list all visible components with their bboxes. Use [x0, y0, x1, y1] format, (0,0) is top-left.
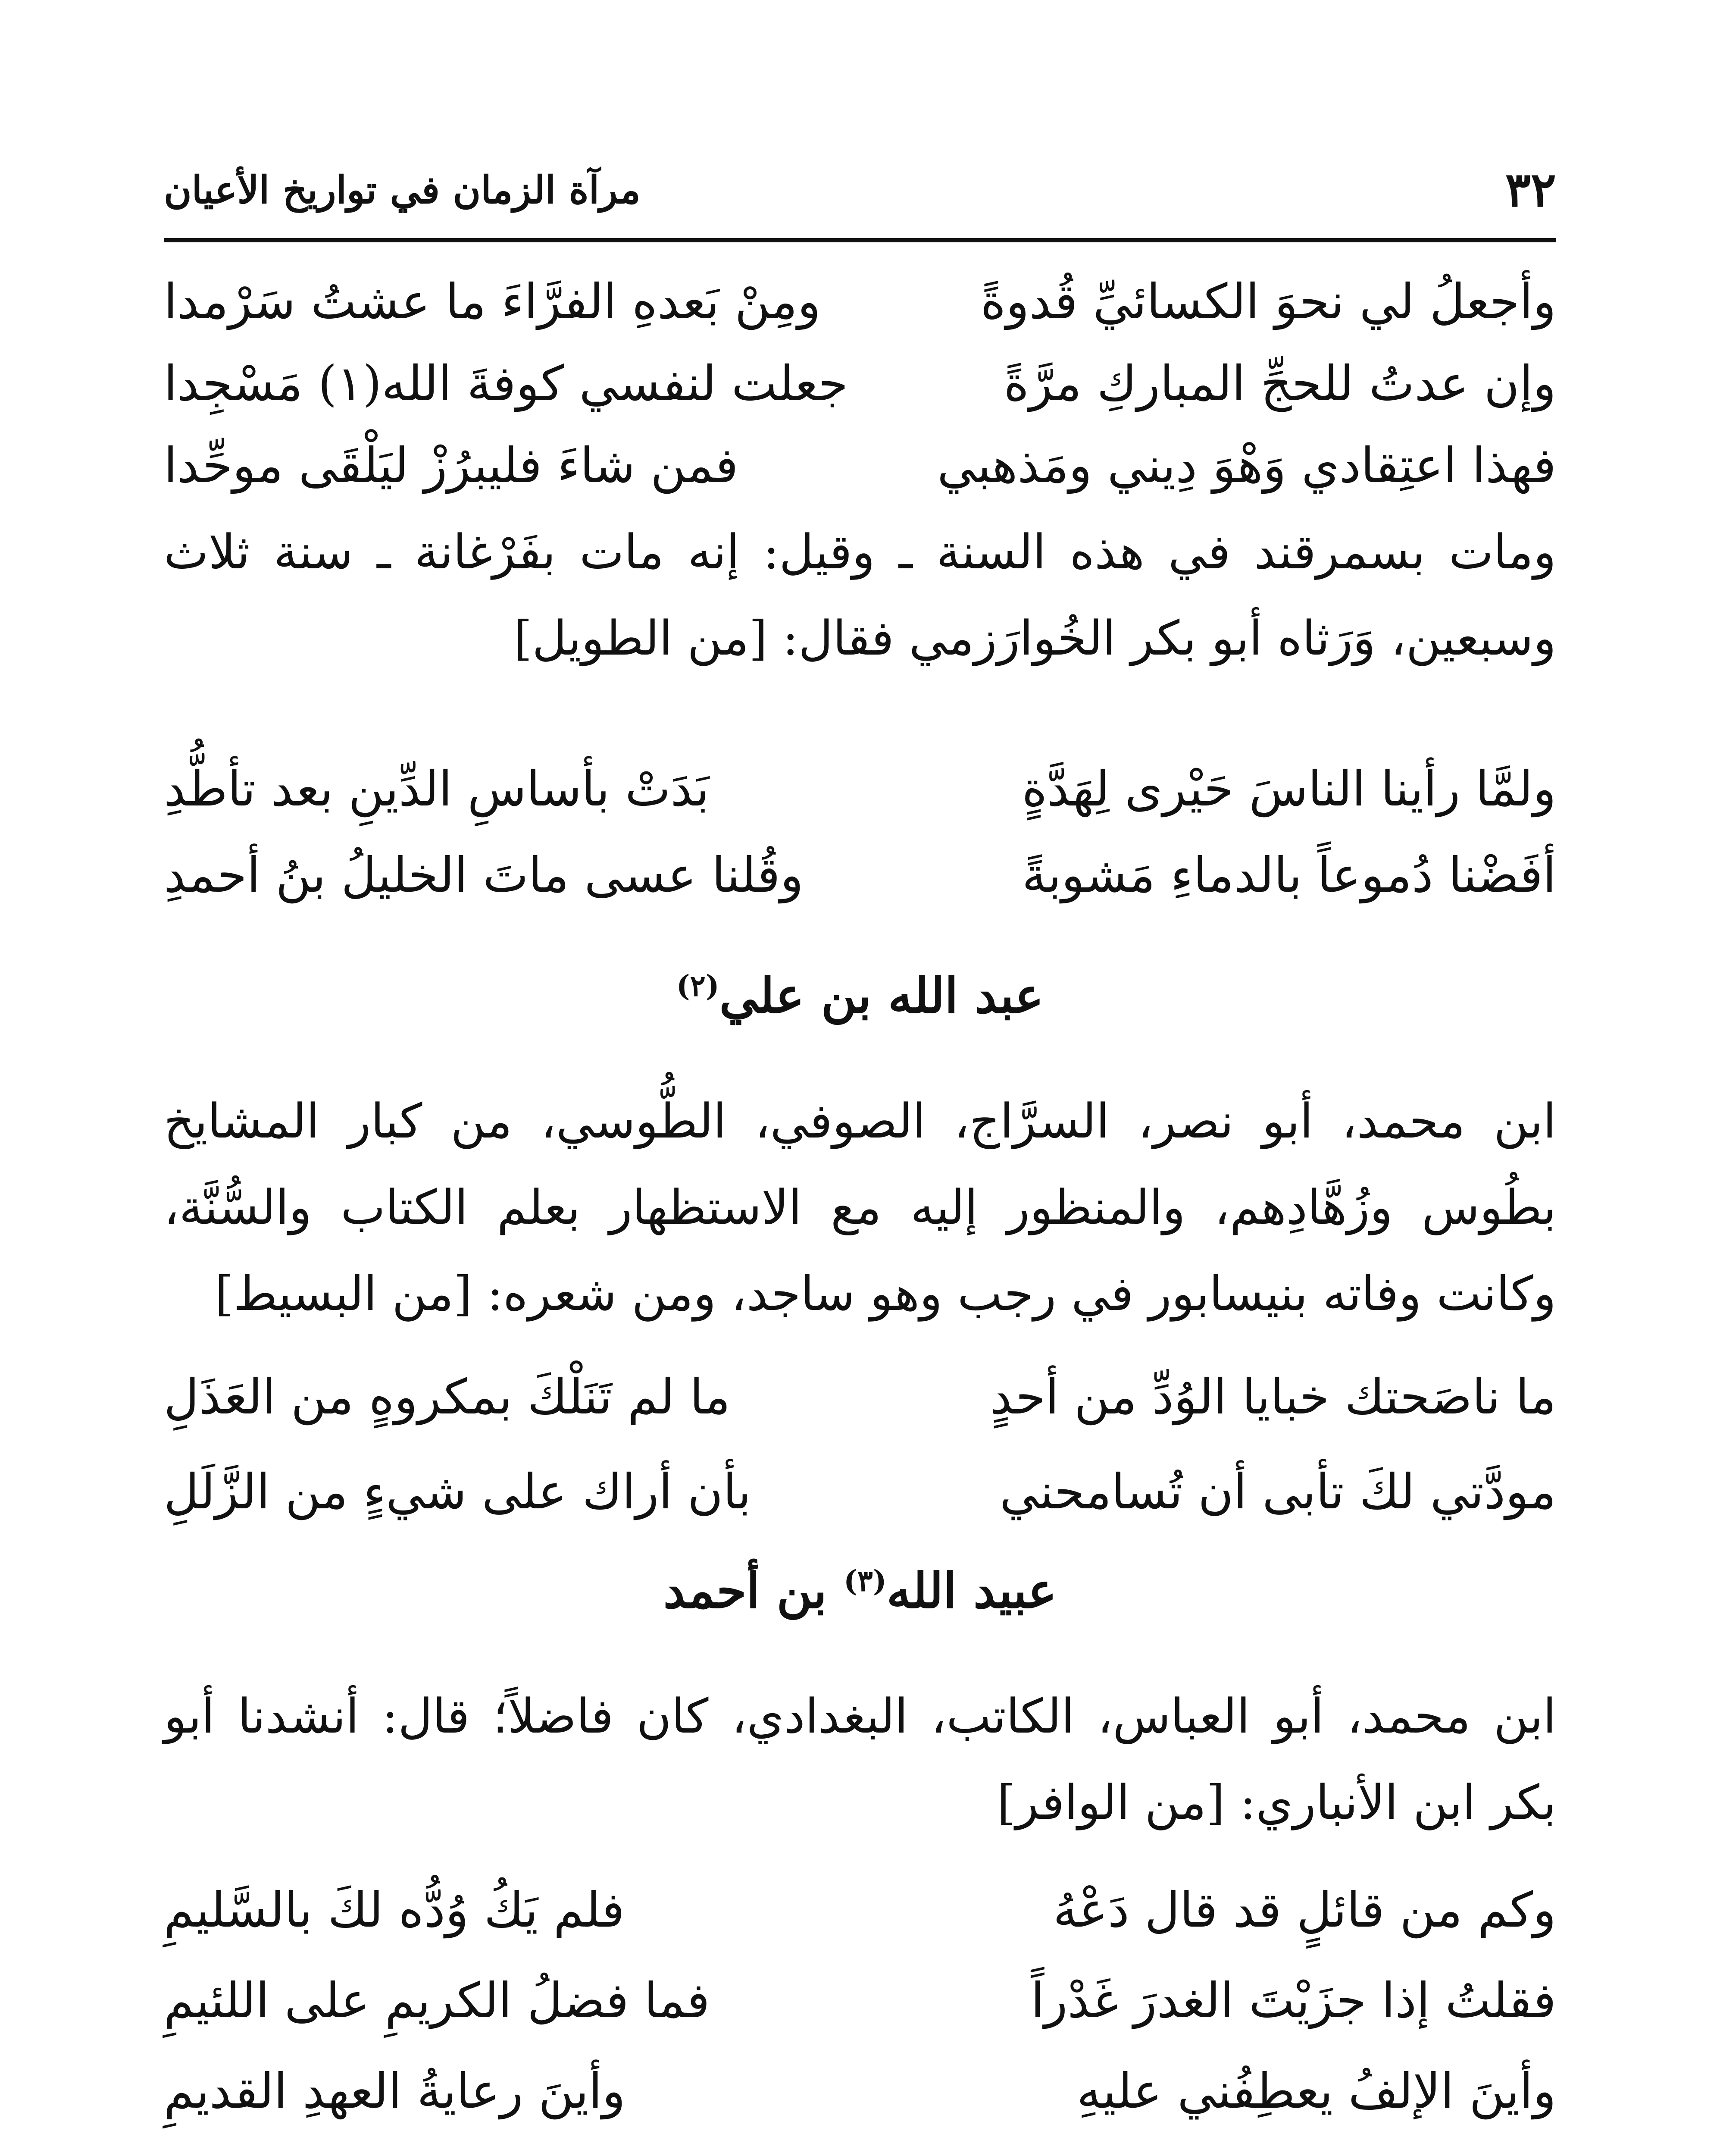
verse-line	[164, 1449, 1556, 1535]
verse-line	[164, 2048, 1556, 2134]
running-title: مرآة الزمان في تواريخ الأعيان	[164, 167, 641, 212]
entry-heading-text: بن أحمد	[663, 1563, 827, 1619]
prose-paragraph: ابن محمد، أبو العباس، الكاتب، البغدادي، كان فاضلاً؛ قال: أنشدنا أبو بكر ابن الأنباري: [من الوافر]	[164, 1689, 1556, 1830]
verse-first-hemistich: ما ناصَحتك خبايا الوُدِّ من أحدٍ	[990, 1369, 1556, 1425]
entry-heading	[164, 953, 1556, 1039]
verse-line	[164, 1354, 1556, 1440]
verse-second-hemistich: فما فضلُ الكريمِ على اللئيمِ	[164, 1973, 710, 2029]
verse-second-hemistich: ومِنْ بَعدهِ الفرَّاءَ ما عشتُ سَرْمدا	[164, 274, 821, 330]
entry-heading-text: عبد الله بن علي	[719, 968, 1044, 1024]
entry-heading	[164, 1548, 1556, 1634]
verse-second-hemistich: بأن أراك على شيءٍ من الزَّلَلِ	[164, 1464, 751, 1520]
footnote-marker: (٣)	[844, 1564, 887, 1598]
verse-line	[164, 341, 1556, 427]
verse-second-hemistich: ما لم تَنَلْكَ بمكروهٍ من العَذَلِ	[164, 1369, 731, 1425]
verse-second-hemistich: جعلت لنفسي كوفةَ الله(١) مَسْجِدا	[164, 356, 848, 412]
header-rule	[164, 238, 1556, 242]
prose-paragraph: ومات بسمرقند في هذه السنة ـ وقيل: إنه مات بفَرْغانة ـ سنة ثلاث وسبعين، وَرَثاه أبو بكر الخُوارَزمي فقال: [من الطويل]	[164, 524, 1556, 666]
entry-heading-text: عبيد الله	[886, 1563, 1057, 1619]
verse-second-hemistich: فلم يَكُ وُدُّه لكَ بالسَّليمِ	[164, 1882, 625, 1938]
verse-first-hemistich: وأجعلُ لي نحوَ الكسائيِّ قُدوةً	[980, 274, 1556, 330]
verse-first-hemistich: مودَّتي لكَ تأبى أن تُسامحني	[999, 1464, 1556, 1520]
verse-second-hemistich: بَدَتْ بأساسِ الدِّينِ بعد تأطُّدِ	[164, 761, 710, 817]
page-header	[164, 160, 1556, 229]
verse-line	[164, 1958, 1556, 2044]
verse-first-hemistich: وأينَ الإلفُ يعطِفُني عليهِ	[1076, 2063, 1556, 2119]
verse-line	[164, 1867, 1556, 1953]
prose-paragraph: ابن محمد، أبو نصر، السرَّاج، الصوفي، الطُّوسي، من كبار المشايخ بطُوس وزُهَّادِهم، والمنظور إليه مع الاستظهار بعلم الكتاب والسُّنَّة، وكانت وفاته بنيسابور في رجب وهو ساجد، ومن شعره: [من البسيط]	[164, 1094, 1556, 1321]
verse-first-hemistich: وكم من قائلٍ قد قال دَعْهُ	[1053, 1882, 1556, 1938]
page-number: ٣٢	[1505, 162, 1556, 217]
verse-first-hemistich: فقلتُ إذا جزَيْتَ الغدرَ غَدْراً	[1031, 1973, 1556, 2029]
verse-first-hemistich: ولمَّا رأينا الناسَ حَيْرى لِهَدَّةٍ	[1022, 761, 1556, 817]
verse-first-hemistich: أفَضْنا دُموعاً بالدماءِ مَشوبةً	[1022, 847, 1556, 903]
verse-line	[164, 423, 1556, 509]
footnote-marker: (٢)	[676, 968, 719, 1003]
verse-line	[164, 259, 1556, 345]
verse-second-hemistich: وقُلنا عسى ماتَ الخليلُ بنُ أحمدِ	[164, 847, 804, 903]
verse-first-hemistich: وإن عدتُ للحجِّ المباركِ مرَّةً	[1004, 356, 1556, 412]
verse-second-hemistich: فمن شاءَ فليبرُزْ ليَلْقَى موحِّدا	[164, 438, 738, 494]
verse-first-hemistich: فهذا اعتِقادي وَهْوَ دِيني ومَذهبي	[937, 438, 1556, 494]
verse-line	[164, 832, 1556, 918]
verse-second-hemistich: وأينَ رعايةُ العهدِ القديمِ	[164, 2063, 625, 2119]
verse-line	[164, 746, 1556, 832]
